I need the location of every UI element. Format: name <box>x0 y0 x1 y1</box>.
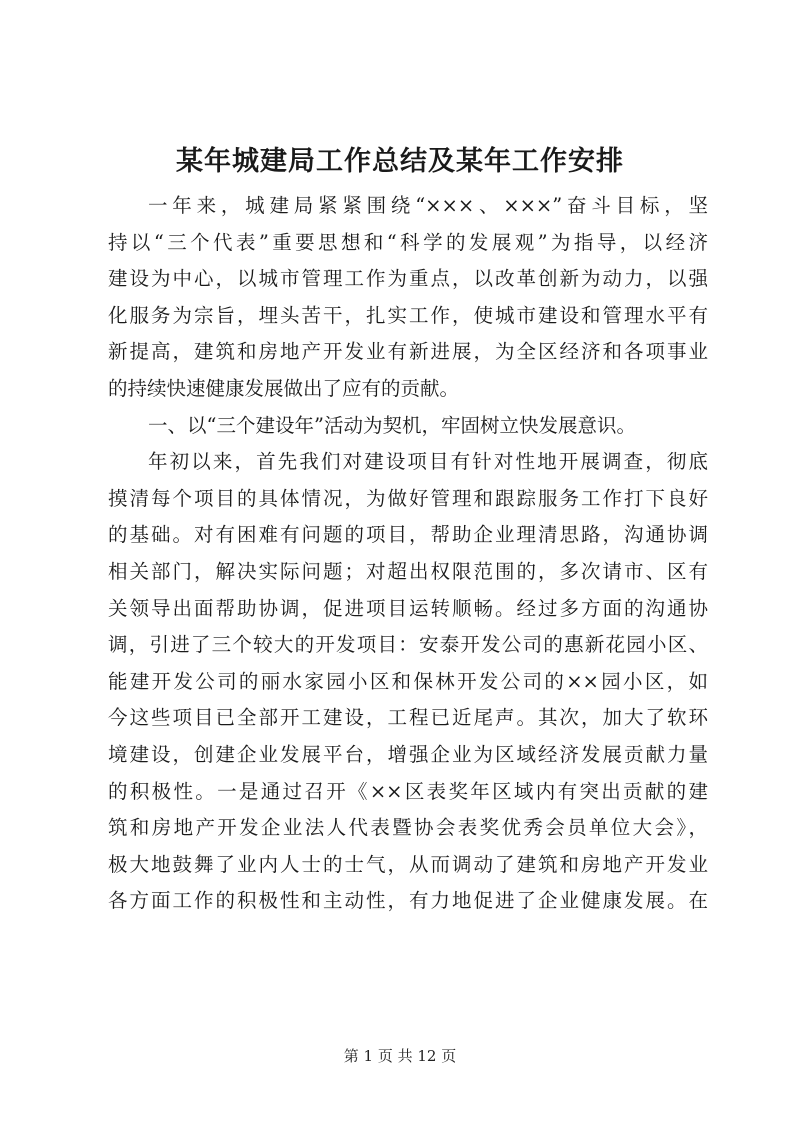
paragraph-line: 能建开发公司的丽水家园小区和保林开发公司的××园小区，如 <box>108 669 708 693</box>
paragraph-line: 各方面工作的积极性和主动性，有力地促进了企业健康发展。在 <box>108 889 708 913</box>
paragraph-line: 新提高，建筑和房地产开发业有新进展，为全区经济和各项事业 <box>108 340 708 364</box>
page-number-footer: 第 1 页 共 12 页 <box>343 1047 457 1065</box>
paragraph-line: 筑和房地产开发企业法人代表暨协会表奖优秀会员单位大会》， <box>108 816 708 840</box>
paragraph-line: 的持续快速健康发展做出了应有的贡献。 <box>108 376 460 400</box>
document-title: 某年城建局工作总结及某年工作安排 <box>176 146 624 177</box>
paragraph-line: 极大地鼓舞了业内人士的士气，从而调动了建筑和房地产开发业 <box>108 852 708 876</box>
paragraph-line: 年初以来，首先我们对建设项目有针对性地开展调查，彻底 <box>148 450 708 474</box>
paragraph-line: 今这些项目已全部开工建设，工程已近尾声。其次，加大了软环 <box>108 706 708 730</box>
paragraph-line: 化服务为宗旨，埋头苦干，扎实工作，使城市建设和管理水平有 <box>108 303 708 327</box>
paragraph-line: 摸清每个项目的具体情况，为做好管理和跟踪服务工作打下良好 <box>108 486 708 510</box>
section-heading: 一、以“三个建设年”活动为契机，牢固树立快发展意识。 <box>148 413 636 437</box>
paragraph-line: 关领导出面帮助协调，促进项目运转顺畅。经过多方面的沟通协 <box>108 596 708 620</box>
paragraph-line: 的积极性。一是通过召开《××区表奖年区域内有突出贡献的建 <box>108 779 708 803</box>
paragraph-line: 一年来，城建局紧紧围绕“×××、×××”奋斗目标，坚 <box>148 194 708 217</box>
document-body <box>108 188 708 920</box>
paragraph-line: 相关部门，解决实际问题；对超出权限范围的，多次请市、区有 <box>108 559 708 583</box>
paragraph-line: 建设为中心，以城市管理工作为重点，以改革创新为动力，以强 <box>108 267 708 291</box>
paragraph-line: 的基础。对有困难有问题的项目，帮助企业理清思路，沟通协调 <box>108 523 708 547</box>
paragraph-line: 境建设，创建企业发展平台，增强企业为区域经济发展贡献力量 <box>108 742 708 766</box>
paragraph-line: 调，引进了三个较大的开发项目：安泰开发公司的惠新花园小区、 <box>108 633 708 657</box>
paragraph-line: 持以“三个代表”重要思想和“科学的发展观”为指导，以经济 <box>108 230 708 254</box>
